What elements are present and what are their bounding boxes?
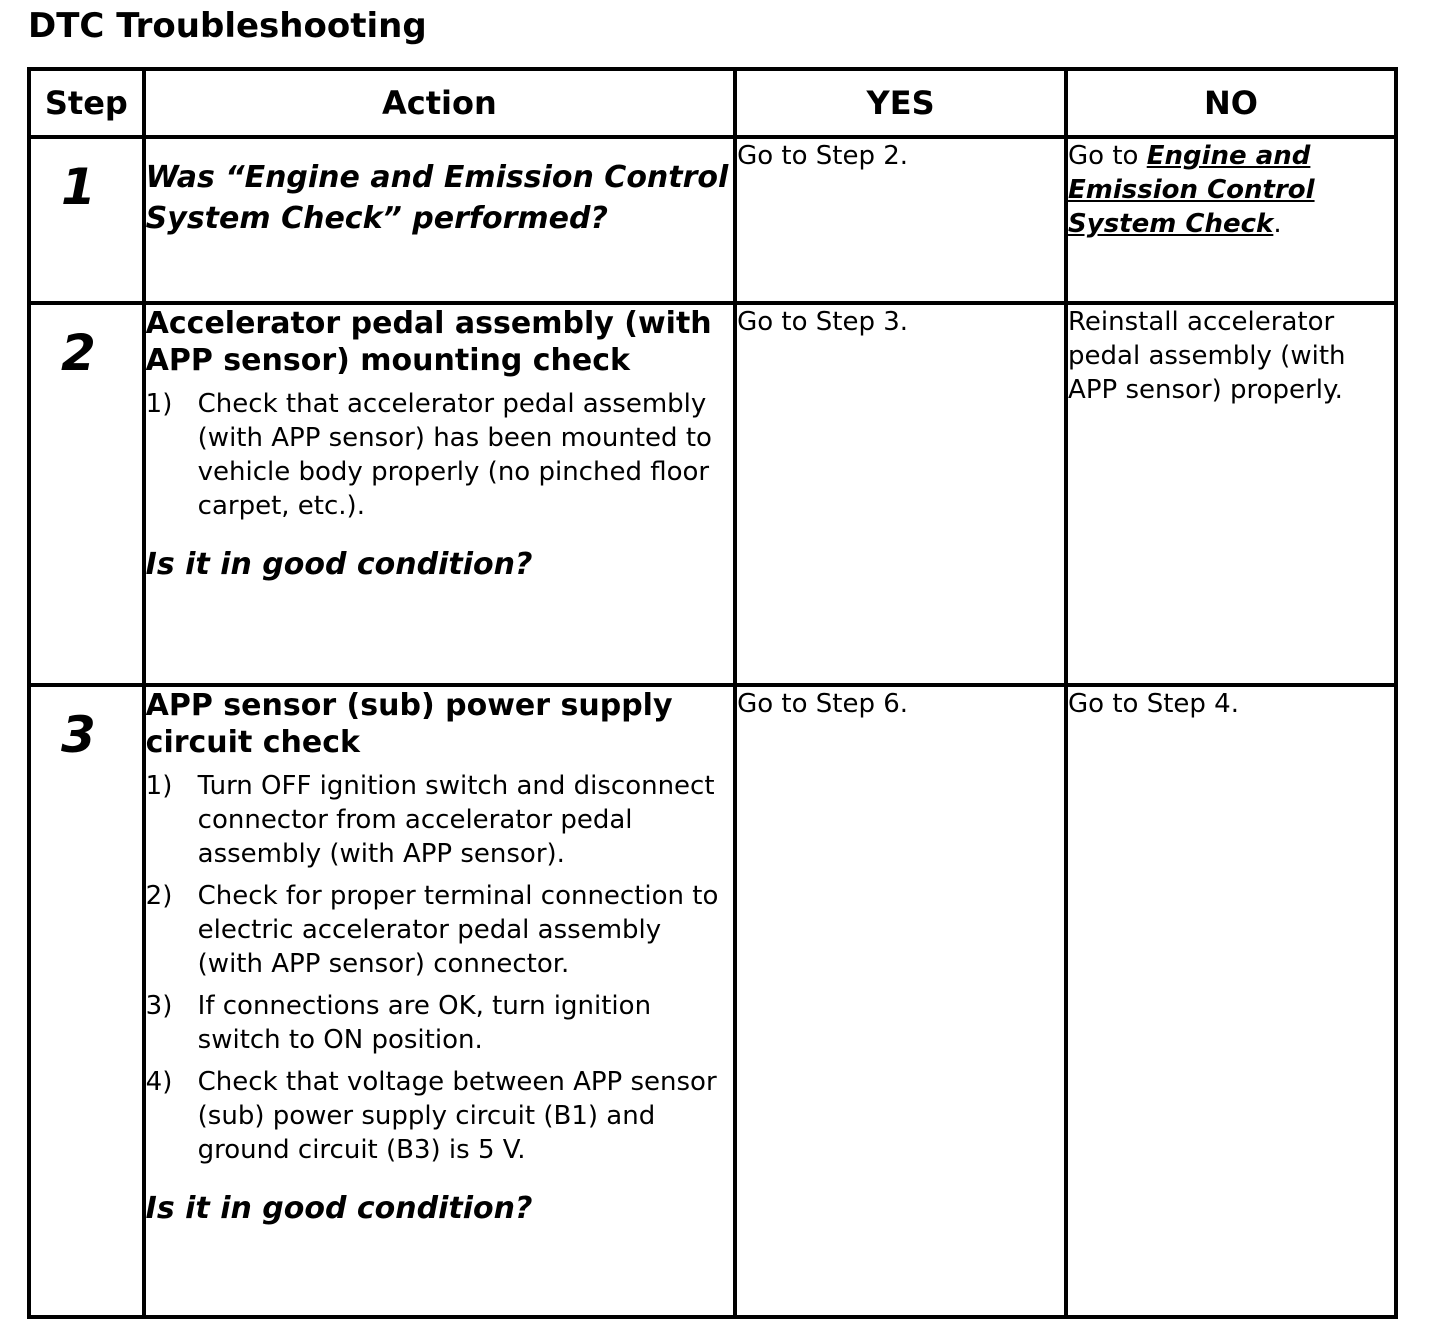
table-row-step-3 bbox=[29, 685, 1396, 1317]
yes-result: Go to Step 2. bbox=[737, 141, 909, 171]
step-number: 2 bbox=[61, 324, 96, 382]
list-item-number: 3) bbox=[145, 991, 173, 1021]
list-item-text: Check that voltage between APP sensor (sub) power supply circuit (B1) and ground circuit (B3) is 5 V. bbox=[197, 1067, 717, 1165]
step-cell bbox=[29, 685, 144, 1317]
no-cell bbox=[1066, 303, 1396, 685]
table-header-row bbox=[29, 69, 1396, 137]
action-cell bbox=[144, 685, 735, 1317]
table-row-step-1 bbox=[29, 137, 1396, 303]
step-cell bbox=[29, 137, 144, 303]
list-item-number: 4) bbox=[145, 1067, 173, 1097]
action-title: Accelerator pedal assembly (with APP sensor) mounting check bbox=[145, 306, 712, 378]
action-question: Is it in good condition? bbox=[145, 547, 533, 582]
list-item bbox=[146, 989, 733, 1057]
list-item-text: If connections are OK, turn ignition switch to ON position. bbox=[197, 991, 652, 1055]
yes-cell bbox=[735, 685, 1066, 1317]
no-cell bbox=[1066, 685, 1396, 1317]
list-item-number: 2) bbox=[145, 881, 173, 911]
no-result: Reinstall accelerator pedal assembly (with APP sensor) properly. bbox=[1068, 307, 1346, 405]
yes-result: Go to Step 6. bbox=[737, 689, 909, 719]
list-item-text: Check for proper terminal connection to electric accelerator pedal assembly (with APP sensor) connector. bbox=[197, 881, 719, 979]
action-title: APP sensor (sub) power supply circuit check bbox=[145, 688, 673, 760]
action-cell bbox=[144, 303, 735, 685]
yes-cell bbox=[735, 303, 1066, 685]
list-item-text: Check that accelerator pedal assembly (with APP sensor) has been mounted to vehicle body properly (no pinched floor carpet, etc.). bbox=[197, 389, 712, 521]
no-suffix: . bbox=[1273, 209, 1282, 239]
action-cell bbox=[144, 137, 735, 303]
action-steps-list bbox=[146, 769, 733, 1167]
list-item-number: 1) bbox=[145, 771, 173, 801]
table-row-step-2 bbox=[29, 303, 1396, 685]
step-number: 1 bbox=[61, 158, 96, 216]
list-item-text: Turn OFF ignition switch and disconnect connector from accelerator pedal assembly (with APP sensor). bbox=[197, 771, 715, 869]
list-item bbox=[146, 387, 733, 523]
action-question: Is it in good condition? bbox=[145, 1191, 533, 1226]
no-cell bbox=[1066, 137, 1396, 303]
header-step: Step bbox=[29, 69, 144, 137]
header-action: Action bbox=[144, 69, 735, 137]
list-item bbox=[146, 879, 733, 981]
troubleshooting-table bbox=[27, 67, 1398, 1319]
list-item-number: 1) bbox=[145, 389, 173, 419]
list-item bbox=[146, 769, 733, 871]
list-item bbox=[146, 1065, 733, 1167]
step-cell bbox=[29, 303, 144, 685]
step-number: 3 bbox=[61, 706, 96, 764]
no-prefix: Go to bbox=[1068, 141, 1147, 171]
yes-cell bbox=[735, 137, 1066, 303]
engine-emission-check-link[interactable]: Engine and Emission Control System Check bbox=[1068, 141, 1315, 239]
header-yes: YES bbox=[735, 69, 1066, 137]
action-question: Was “Engine and Emission Control System Check” performed? bbox=[145, 160, 729, 236]
page-title: DTC Troubleshooting bbox=[28, 6, 427, 46]
no-result: Go to Step 4. bbox=[1068, 689, 1239, 719]
action-steps-list bbox=[146, 387, 733, 523]
yes-result: Go to Step 3. bbox=[737, 307, 909, 337]
header-no: NO bbox=[1066, 69, 1396, 137]
